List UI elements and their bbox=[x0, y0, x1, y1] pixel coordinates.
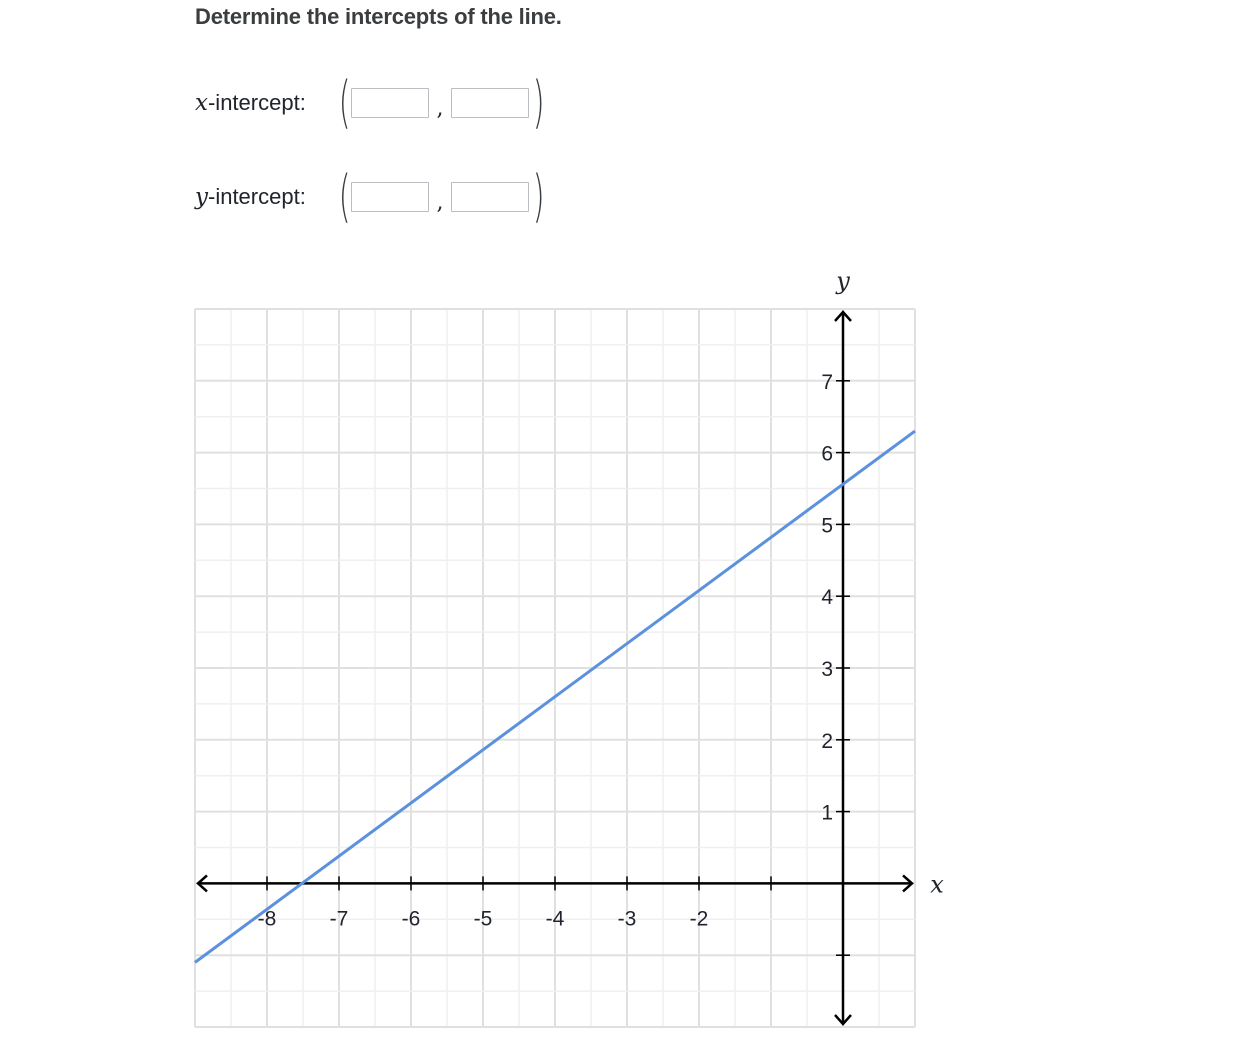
x-tick-label: -2 bbox=[689, 907, 709, 931]
comma: , bbox=[436, 96, 444, 121]
x-axis-label: x bbox=[930, 870, 944, 899]
y-tick-label: 6 bbox=[821, 442, 833, 466]
tick-labels bbox=[258, 267, 945, 930]
y-variable: y bbox=[195, 184, 208, 210]
x-tick-label: -6 bbox=[401, 907, 421, 931]
close-paren: ) bbox=[532, 164, 545, 229]
y-tick-label: 2 bbox=[821, 729, 833, 753]
y-intercept-label-text: -intercept: bbox=[208, 184, 306, 209]
open-paren: ( bbox=[338, 164, 351, 229]
x-tick-label: -3 bbox=[617, 907, 637, 931]
x-intercept-label-text: -intercept: bbox=[207, 90, 306, 115]
x-tick-label: -4 bbox=[545, 907, 565, 931]
y-tick-label: 1 bbox=[821, 801, 833, 825]
comma: , bbox=[436, 190, 444, 215]
y-axis-label: y bbox=[836, 267, 850, 295]
x-tick-label: -8 bbox=[257, 907, 277, 931]
x-tick-label: -5 bbox=[473, 907, 493, 931]
y-tick-label: 4 bbox=[821, 586, 833, 610]
y-tick-label: 7 bbox=[821, 370, 833, 394]
y-tick-label: 5 bbox=[821, 514, 833, 538]
x-tick-label: -7 bbox=[329, 907, 349, 931]
y-tick-label: 3 bbox=[821, 658, 833, 681]
close-paren: ) bbox=[532, 70, 545, 135]
x-variable: x bbox=[195, 90, 208, 116]
question-prompt: Determine the intercepts of the line. bbox=[195, 4, 562, 29]
open-paren: ( bbox=[338, 70, 351, 135]
